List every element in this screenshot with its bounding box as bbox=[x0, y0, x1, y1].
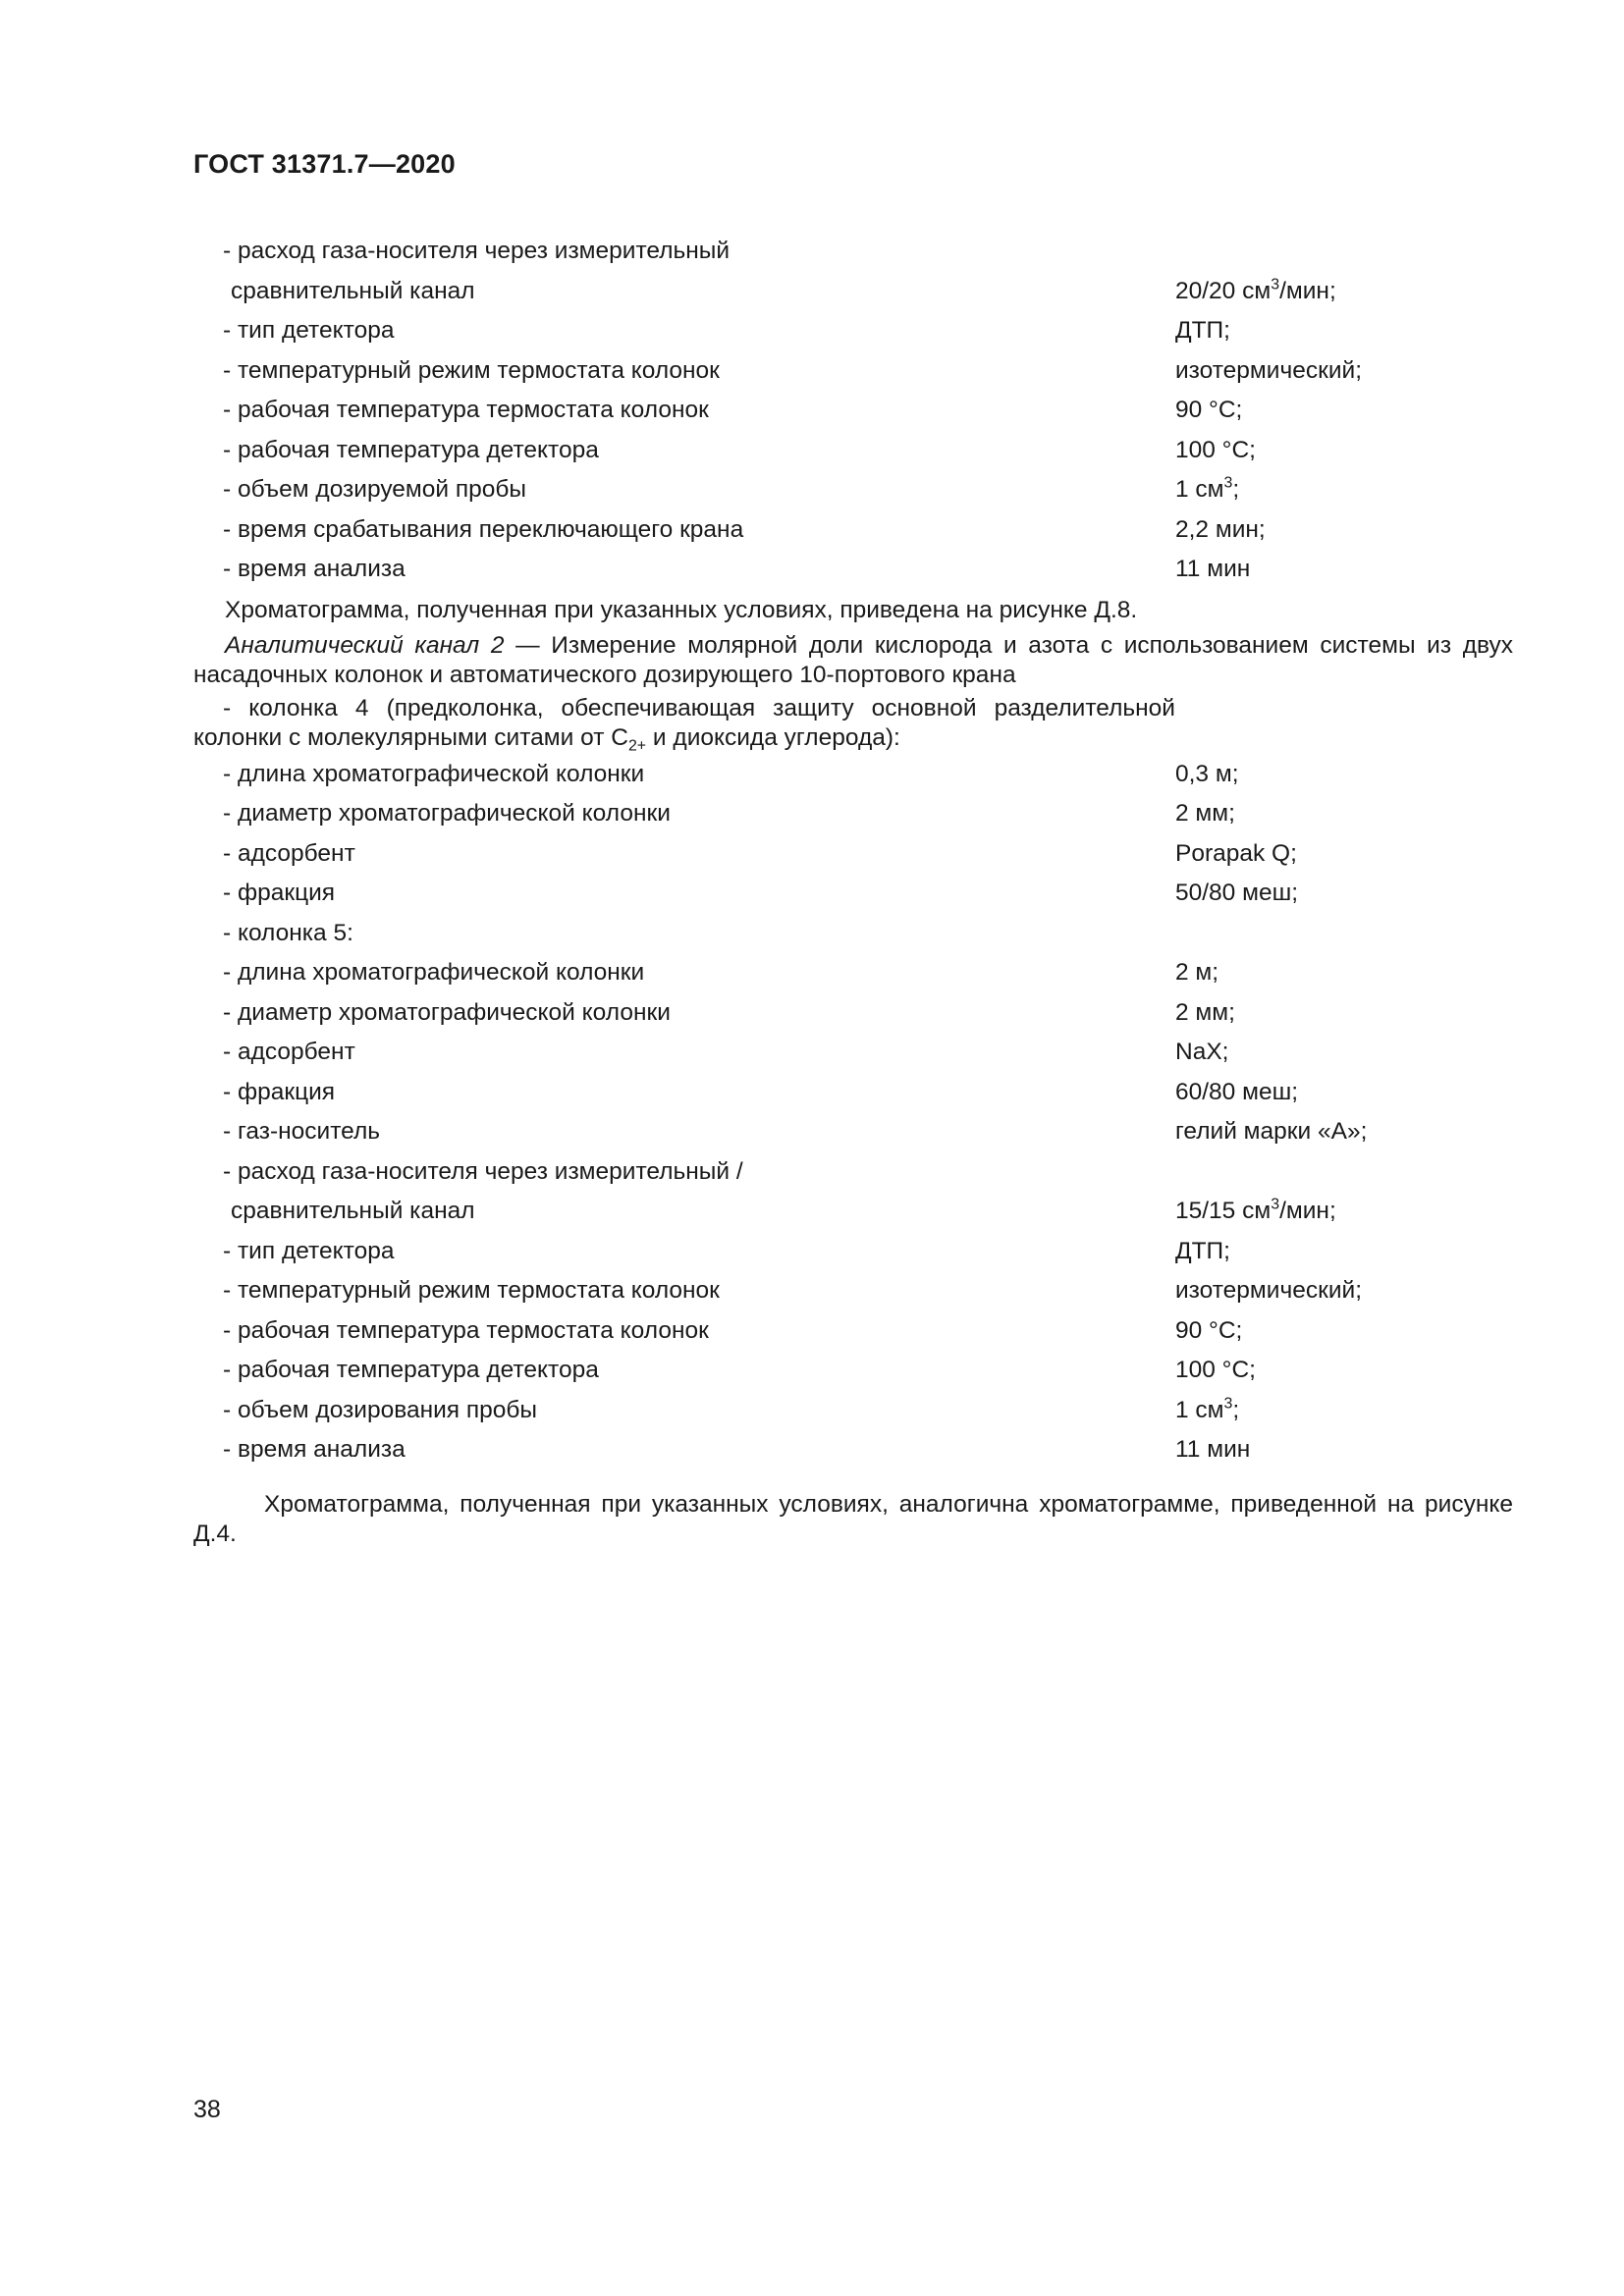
list-item bbox=[193, 510, 1513, 551]
document-header: ГОСТ 31371.7—2020 bbox=[193, 149, 456, 179]
list-item bbox=[193, 550, 1513, 590]
item-value: NaX; bbox=[1175, 1039, 1229, 1065]
item-label: - фракция bbox=[223, 880, 336, 906]
item-label: - рабочая температура детектора bbox=[223, 1357, 599, 1383]
item-value-text-end: ; bbox=[1232, 1396, 1240, 1423]
list-item bbox=[193, 1073, 1513, 1113]
list-item bbox=[193, 232, 1513, 272]
item-value: 2 м; bbox=[1175, 959, 1219, 986]
item-value bbox=[1175, 272, 1336, 312]
list-item bbox=[193, 914, 1513, 954]
closing-paragraph: Хроматограмма, полученная при указанных условиях, аналогична хроматограмме, приведенной на рисунке Д.4. bbox=[193, 1490, 1513, 1547]
item-label: - объем дозирования пробы bbox=[223, 1396, 538, 1423]
item-label: - адсорбент bbox=[223, 839, 355, 867]
list-item bbox=[193, 834, 1513, 875]
list-item bbox=[193, 311, 1513, 351]
item-value-superscript: 3 bbox=[1223, 1394, 1233, 1412]
analytical-channel-2-paragraph bbox=[193, 631, 1513, 690]
item-label: - диаметр хроматографической колонки bbox=[223, 800, 671, 827]
item-label: - объем дозируемой пробы bbox=[223, 476, 527, 503]
list-item bbox=[193, 431, 1513, 471]
list-item bbox=[193, 794, 1513, 834]
list-item bbox=[193, 1192, 1513, 1232]
item-value bbox=[1175, 470, 1239, 510]
item-value-text: 1 см bbox=[1175, 476, 1224, 503]
item-label: - диаметр хроматографической колонки bbox=[223, 998, 671, 1026]
list-item bbox=[193, 272, 1513, 312]
item-label: - рабочая температура термостата колонок bbox=[223, 397, 709, 423]
item-value: 0,3 м; bbox=[1175, 760, 1239, 787]
item-value: 2 мм; bbox=[1175, 998, 1235, 1026]
column-4-subscript: 2+ bbox=[627, 737, 647, 755]
item-label: - тип детектора bbox=[223, 1237, 395, 1264]
item-value-text: 15/15 см bbox=[1175, 1198, 1272, 1224]
list-item bbox=[193, 470, 1513, 510]
item-value: 2 мм; bbox=[1175, 800, 1235, 827]
item-value: 11 мин bbox=[1175, 1436, 1251, 1463]
item-value: 90 °С; bbox=[1175, 1316, 1243, 1344]
item-value: Porapak Q; bbox=[1175, 839, 1297, 867]
item-label: - адсорбент bbox=[223, 1039, 355, 1065]
item-label: - время анализа bbox=[223, 556, 406, 582]
list-item bbox=[193, 1232, 1513, 1272]
item-label: - время анализа bbox=[223, 1436, 406, 1463]
item-value-text-end: /мин; bbox=[1279, 277, 1336, 304]
item-value: ДТП; bbox=[1175, 317, 1230, 344]
list-item bbox=[193, 993, 1513, 1034]
item-value: изотермический; bbox=[1175, 1277, 1362, 1304]
figure-reference-paragraph: Хроматограмма, полученная при указанных условиях, приведена на рисунке Д.8. bbox=[225, 596, 1138, 623]
item-label: - длина хроматографической колонки bbox=[223, 760, 645, 787]
item-label: - расход газа-носителя через измерительный bbox=[223, 238, 731, 264]
item-value: 11 мин bbox=[1175, 556, 1251, 582]
item-value: 90 °С; bbox=[1175, 397, 1243, 423]
list-item bbox=[193, 391, 1513, 431]
list-item bbox=[193, 1112, 1513, 1152]
item-value-text: 20/20 см bbox=[1175, 277, 1272, 304]
item-label: - время срабатывания переключающего крана bbox=[223, 515, 744, 543]
item-value-text-end: ; bbox=[1232, 476, 1240, 503]
item-value-superscript: 3 bbox=[1223, 474, 1233, 492]
item-label: - колонка 5: bbox=[223, 919, 353, 946]
item-value-superscript: 3 bbox=[1271, 275, 1280, 293]
item-value: 2,2 мин; bbox=[1175, 515, 1266, 543]
item-value: гелий марки «А»; bbox=[1175, 1118, 1368, 1145]
item-value bbox=[1175, 1192, 1336, 1232]
item-label: сравнительный канал bbox=[231, 277, 475, 304]
item-value-superscript: 3 bbox=[1271, 1196, 1280, 1213]
column-4-text-end: и диоксида углерода): bbox=[646, 723, 900, 751]
list-item bbox=[193, 1351, 1513, 1391]
item-value: 60/80 меш; bbox=[1175, 1078, 1299, 1105]
page-content bbox=[193, 232, 1513, 1553]
list-item bbox=[193, 755, 1513, 795]
conditions-list-channel-2 bbox=[193, 755, 1513, 1470]
list-item bbox=[193, 1152, 1513, 1193]
list-item bbox=[193, 1311, 1513, 1352]
item-label: - газ-носитель bbox=[223, 1118, 381, 1145]
list-item bbox=[193, 953, 1513, 993]
item-value: 100 °С; bbox=[1175, 436, 1256, 463]
list-item bbox=[193, 1271, 1513, 1311]
item-label: - длина хроматографической колонки bbox=[223, 959, 645, 986]
column-4-description bbox=[193, 694, 1175, 753]
channel-description: — Измерение молярной доли кислорода и азота с использованием системы из двух насадочных колонок и автоматического дозирующего 10-портового крана bbox=[193, 631, 1513, 688]
item-label: сравнительный канал bbox=[231, 1198, 475, 1224]
item-label: - тип детектора bbox=[223, 317, 395, 344]
list-item bbox=[193, 1033, 1513, 1073]
list-item bbox=[193, 351, 1513, 392]
item-value-text: 1 см bbox=[1175, 1396, 1224, 1423]
item-value-text-end: /мин; bbox=[1279, 1198, 1336, 1224]
item-value: изотермический; bbox=[1175, 356, 1362, 384]
item-value: ДТП; bbox=[1175, 1237, 1230, 1264]
page-number: 38 bbox=[193, 2096, 221, 2123]
conditions-list-channel-1 bbox=[193, 232, 1513, 590]
item-value: 100 °С; bbox=[1175, 1357, 1256, 1383]
item-value: 50/80 меш; bbox=[1175, 880, 1299, 906]
list-item bbox=[193, 1430, 1513, 1470]
item-label: - температурный режим термостата колонок bbox=[223, 1277, 720, 1304]
item-label: - фракция bbox=[223, 1078, 336, 1105]
list-item bbox=[193, 1391, 1513, 1431]
item-label: - рабочая температура детектора bbox=[223, 436, 599, 463]
item-value bbox=[1175, 1391, 1239, 1431]
item-label: - температурный режим термостата колонок bbox=[223, 356, 720, 384]
item-label: - рабочая температура термостата колонок bbox=[223, 1316, 709, 1344]
column-4-text: - колонка 4 (предколонка, обеспечивающая защиту основной разделительной колонки с молекулярными ситами от С bbox=[193, 694, 1175, 751]
item-label: - расход газа-носителя через измерительный / bbox=[223, 1157, 743, 1185]
list-item bbox=[193, 874, 1513, 914]
channel-title: Аналитический канал 2 bbox=[225, 631, 505, 659]
